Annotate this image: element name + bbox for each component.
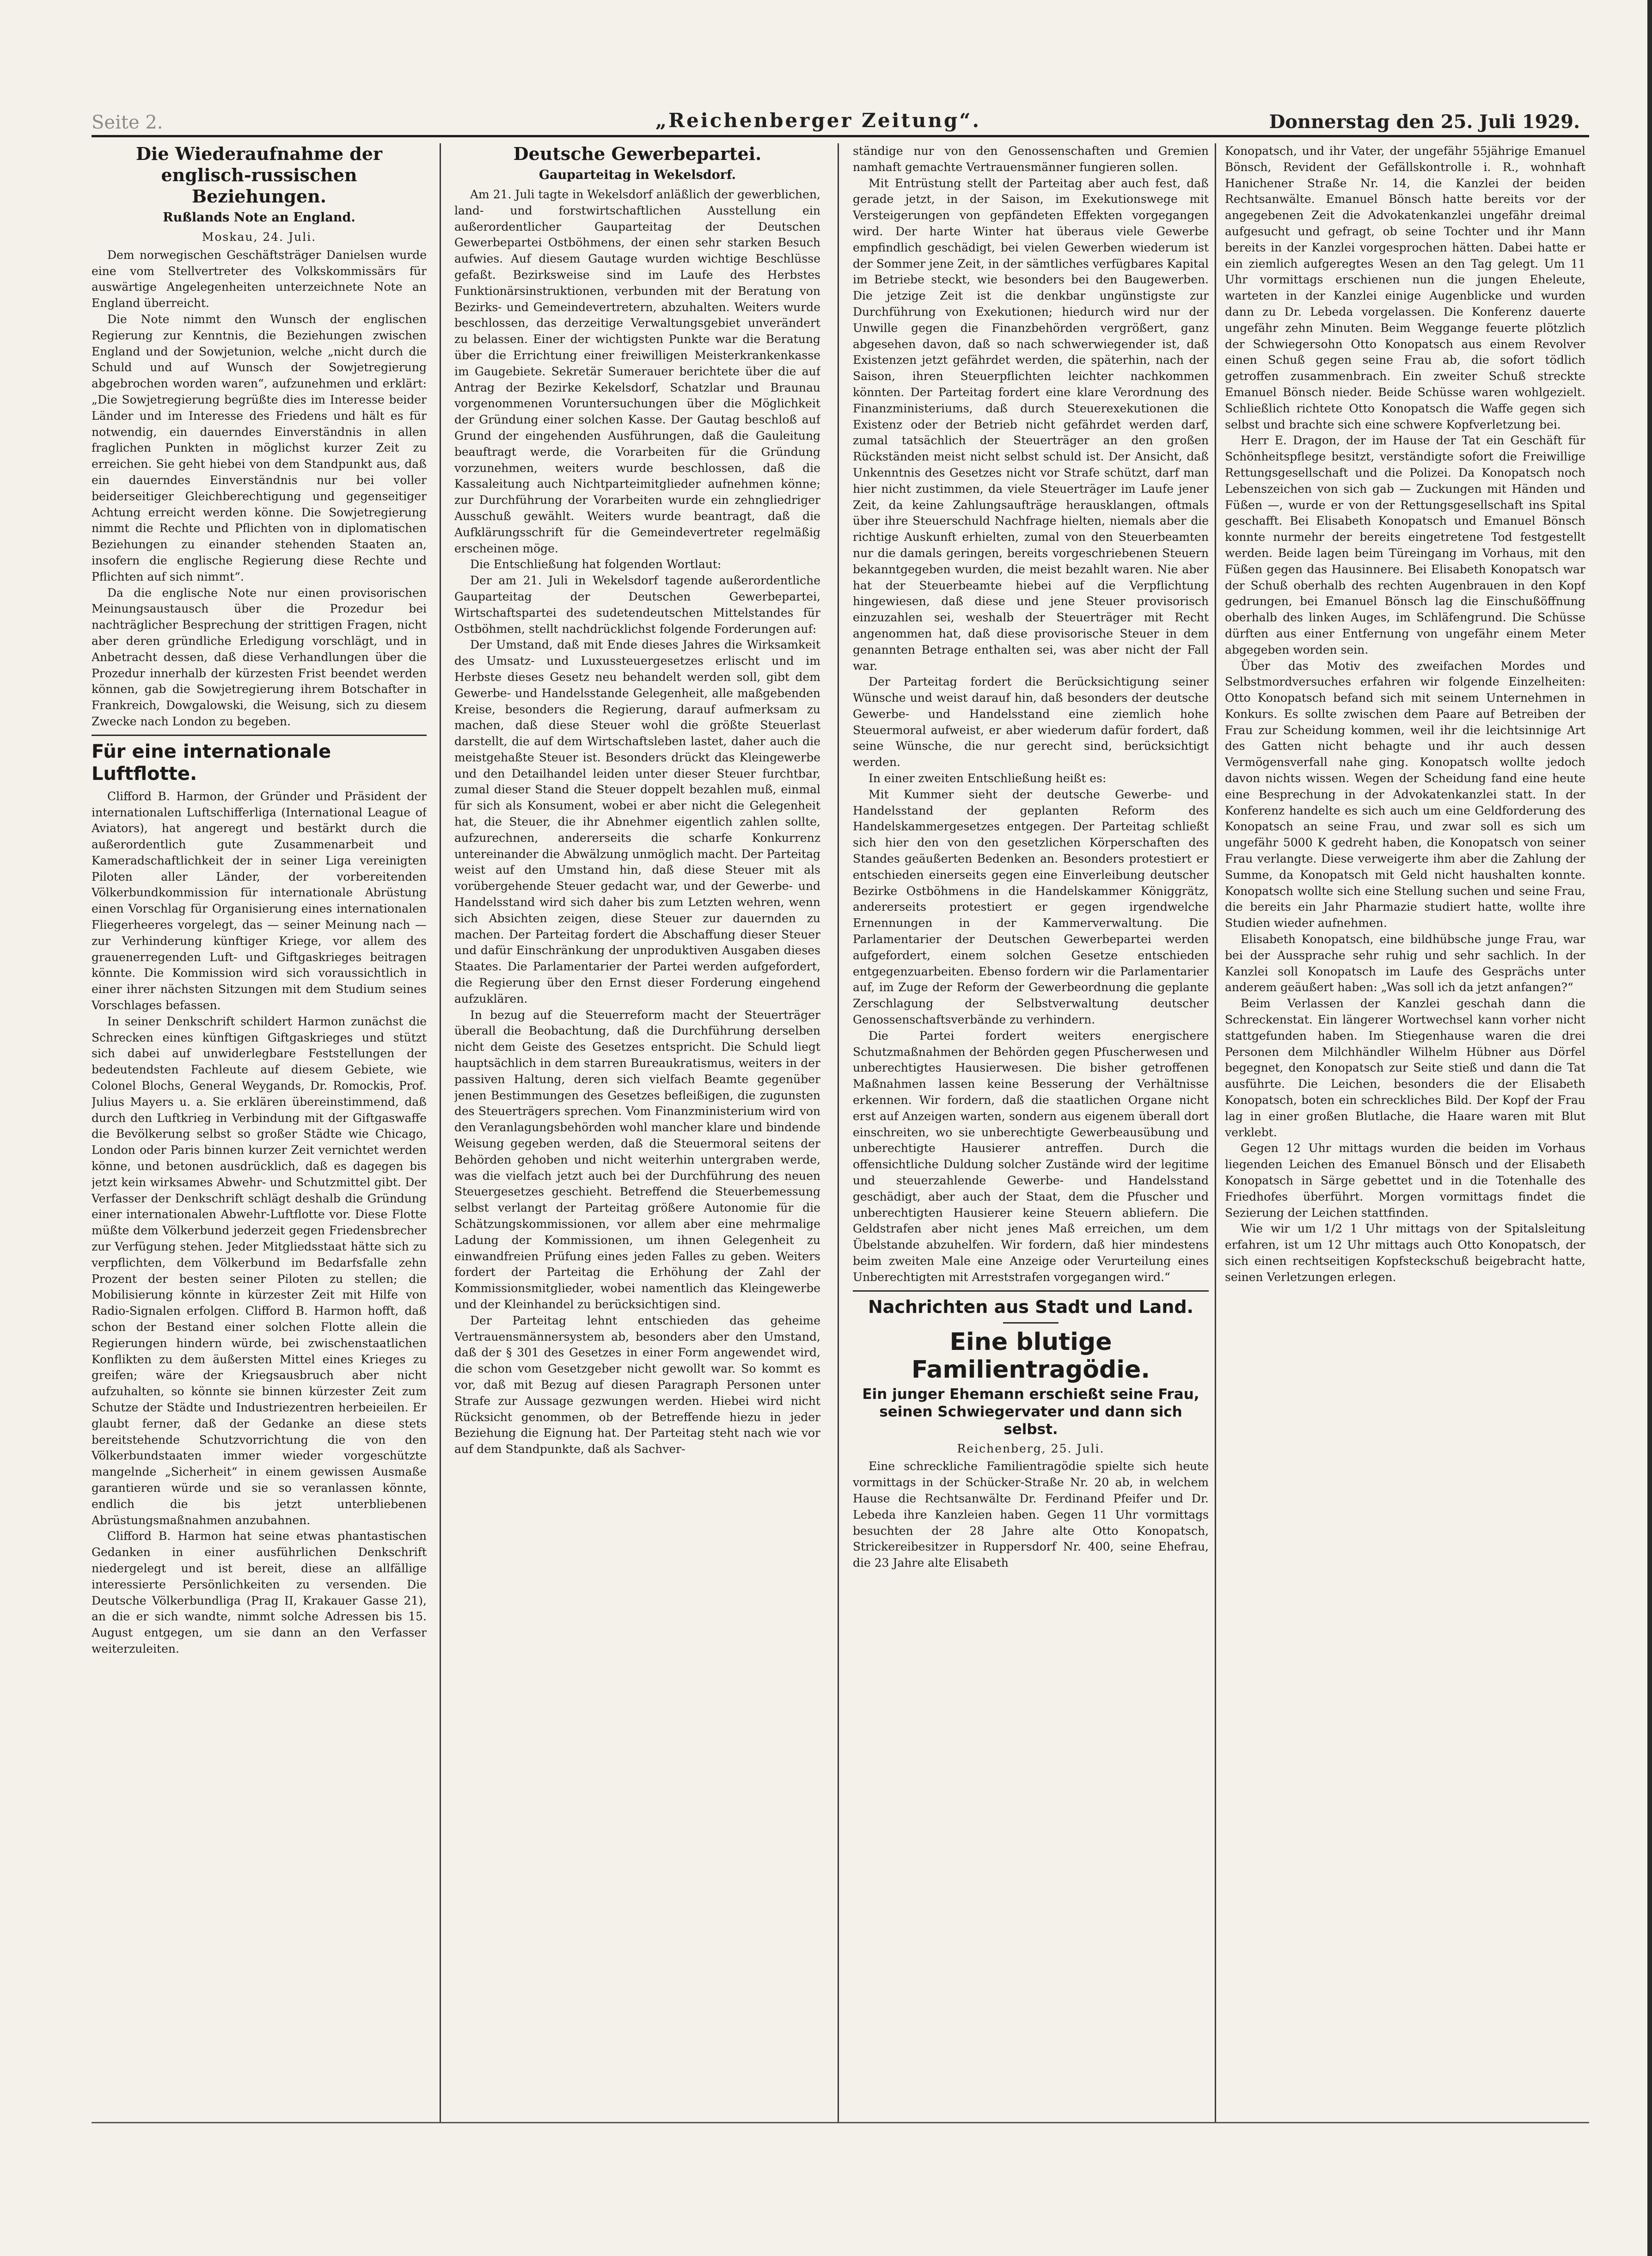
article-paragraph: Der am 21. Juli in Wekelsdorf tagende außerordentliche Gauparteitag der Deutschen Gewerbepartei, Wirtschaftspartei des sudetendeutschen Mittelstandes für Ostböhmen, stellt nachdrücklichst folgende Forderungen auf: bbox=[454, 574, 820, 636]
footer-rule bbox=[92, 2122, 1589, 2123]
article-separator bbox=[92, 735, 427, 736]
article-paragraph: In bezug auf die Steuerreform macht der Steuerträger überall die Beobachtung, daß die Durchführung derselben nicht dem Geiste des Gesetzes entspricht. Die Schuld liegt hauptsächlich in dem starren Bureaukratismus, weiters in der passiven Haltung, deren sich vielfach Beamte gegenüber jenen Bestimmungen des Gesetzes befleißigen, die zugunsten des Steuerträgers sprechen. Vom Finanzministerium wird von den Veranlagungsbehörden wohl mancher klare und bindende Weisung gegeben werden, daß die Steuermoral seitens der Behörden gehoben und nicht weiterhin untergraben werde, was die vielfach jetzt auch bei der Durchführung des neuen Steuergesetzes geschieht. Betreffend die Steuerbemessung selbst verlangt der Parteitag größere Autonomie für die Schätzungskommissionen, vor allem aber eine mehrmalige Ladung der Kommissionen, um ihnen Gelegenheit zu einwandfreien Prüfung eines jeden Falles zu geben. Weiters fordert der Parteitag die Erhöhung der Zahl der Kommissionsmitglieder, wobei namentlich das Kleingewerbe und der Kleinhandel zu berücksichtigen sind. bbox=[454, 1008, 820, 1311]
column-1 bbox=[92, 143, 427, 2122]
issue-date: Donnerstag den 25. Juli 1929. bbox=[1269, 111, 1580, 133]
section-separator bbox=[853, 1290, 1209, 1292]
column-4 bbox=[1225, 143, 1585, 2122]
article-paragraph: Konopatsch, und ihr Vater, der ungefähr 55jährige Emanuel Bönsch, Revident der Gefällskontrolle i. R., wohnhaft Hanichener Straße Nr. 14, die Kanzlei der beiden Rechtsanwälte. Emanuel Bönsch hatte bereits vor der angegebenen Zeit die Advokatenkanzlei ungefähr dreimal aufgesucht und gefragt, ob seine Tochter und ihr Mann bereits in der Kanzlei vorgesprochen hätten. Dabei hatte er ein ziemlich aufgeregtes Wesen an den Tag gelegt. Um 11 Uhr vormittags erschienen nun die jungen Eheleute, warteten in der Kanzlei einige Augenblicke und wurden dann zu Dr. Lebeda vorgelassen. Die Konferenz dauerte ungefähr zehn Minuten. Beim Weggange feuerte plötzlich der Schwiegersohn Otto Konopatsch aus einem Revolver einen Schuß gegen seine Frau ab, die sofort tödlich getroffen zusammenbrach. Ein zweiter Schuß streckte Emanuel Bönsch nieder. Beide Schüsse waren wohlgezielt. Schließlich richtete Otto Konopatsch die Waffe gegen sich selbst und brachte sich eine schwere Kopfverletzung bei. bbox=[1225, 144, 1585, 431]
article-dateline: Moskau, 24. Juli. bbox=[202, 230, 317, 244]
article-paragraph: Herr E. Dragon, der im Hause der Tat ein Geschäft für Schönheitspflege besitzt, verständigte sofort die Freiwillige Rettungsgesellschaft und die Polizei. Da Konopatsch noch Lebenszeichen von sich gab — Zuckungen mit Händen und Füßen —, wurde er von der Rettungsgesellschaft ins Spital geschafft. Bei Elisabeth Konopatsch und Emanuel Bönsch konnte nurmehr der bereits eingetretene Tod festgestellt werden. Beide lagen beim Türeingang im Vorhaus, mit den Füßen gegen das Hausinnere. Bei Elisabeth Konopatsch war der Schuß oberhalb des rechten Augenbrauen in den Kopf gedrungen, bei Emanuel Bönsch lag die Einschußöffnung oberhalb des linken Auges, im Schläfengrund. Die Schüsse dürften aus einer Entfernung von ungefähr einem Meter abgegeben worden sein. bbox=[1225, 434, 1585, 656]
article-paragraph: Dem norwegischen Geschäftsträger Danielsen wurde eine vom Stellvertreter des Volkskommissärs für auswärtige Angelegenheiten unterzeichnete Note an England überreicht. bbox=[92, 248, 427, 310]
header-rule bbox=[92, 135, 1589, 137]
article-paragraph: Mit Kummer sieht der deutsche Gewerbe- und Handelsstand der geplanten Reform des Handelskammergesetzes entgegen. Der Parteitag schließt sich hier den von den gesetzlichen Körperschaften des Standes geäußerten Bedenken an. Besonders protestiert er entschieden einerseits gegen eine Einverleibung deutscher Bezirke Ostböhmens in die Handelskammer Königgrätz, andererseits protestiert er gegen irgendwelche Ernennungen in der Kammerverwaltung. Die Parlamentarier der Deutschen Gewerbepartei werden aufgefordert, einem solchen Gesetze entschieden entgegenzuarbeiten. Ebenso fordern wir die Parlamentarier auf, im Zuge der Reform der Gewerbeordnung die geplante Zerschlagung der Selbstverwaltung deutscher Genossenschaftsverbände zu verhindern. bbox=[853, 787, 1209, 1027]
article-paragraph: Wie wir um 1/2 1 Uhr mittags von der Spitalsleitung erfahren, ist um 12 Uhr mittags auch Otto Konopatsch, der sich einen rechtseitigen Kopfsteckschuß beigebracht hatte, seinen Verletzungen erlegen. bbox=[1225, 1222, 1585, 1284]
article-subtitle: Rußlands Note an England. bbox=[163, 210, 355, 225]
section-separator bbox=[1003, 1322, 1059, 1324]
article-title: Für eine internationale Luftflotte. bbox=[92, 741, 331, 785]
article-paragraph: Gegen 12 Uhr mittags wurden die beiden im Vorhaus liegenden Leichen des Emanuel Bönsch und der Elisabeth Konopatsch in Särge gebettet und in die Totenhalle des Friedhofes überführt. Morgen vormittags findet die Sezierung der Leichen stattfinden. bbox=[1225, 1141, 1585, 1220]
page-header bbox=[92, 109, 1580, 137]
article-paragraph: Die Entschließung hat folgenden Wortlaut: bbox=[470, 558, 722, 571]
article-dateline: Reichenberg, 25. Juli. bbox=[957, 1441, 1105, 1455]
column-divider bbox=[1215, 143, 1216, 2122]
column-3 bbox=[853, 143, 1209, 2122]
article-paragraph: Beim Verlassen der Kanzlei geschah dann die Schreckenstat. Ein längerer Wortwechsel kann vorher nicht stattgefunden haben. Im Stiegenhause waren die drei Personen dem Milchhändler Wilhelm Hübner aus Dörfel begegnet, den Konopatsch zur Seite stieß und dann die Tat ausführte. Die Leichen, besonders die der Elisabeth Konopatsch, boten ein schreckliches Bild. Der Kopf der Frau lag in einer großen Blutlache, die Haare waren mit Blut verklebt. bbox=[1225, 997, 1585, 1139]
article-paragraph: Der Parteitag lehnt entschieden das geheime Vertrauensmännersystem ab, besonders aber den Umstand, daß der § 301 des Gesetzes in einer Form angewendet wird, die schon vom Gesetzgeber nicht gewollt war. So kommt es vor, daß mit Bezug auf diesen Paragraph Personen unter Strafe zur Aussage gezwungen werden. Hiebei wird nicht Rücksicht genommen, ob der Betreffende hiezu in jeder Beziehung die Eignung hat. Der Parteitag steht nach wie vor auf dem Standpunkte, daß als Sachver- bbox=[454, 1313, 820, 1456]
column-divider bbox=[838, 143, 839, 2122]
article-paragraph: Die Note nimmt den Wunsch der englischen Regierung zur Kenntnis, die Beziehungen zwischen England und der Sowjetunion, welche „nicht durch die Schuld und auf Wunsch der Sowjetregierung abgebrochen worden waren“, aufzunehmen und erklärt: „Die Sowjetregierung begrüßte dies im Interesse beider Länder und im Interesse des Friedens und hält es für notwendig, ein dauerndes Einverständnis in allen fraglichen Punkten in möglichst kurzer Zeit zu erreichen. Sie geht hiebei von dem Standpunkt aus, daß ein dauerndes Einverständnis nur bei voller beiderseitiger Gleichberechtigung und gegenseitiger Achtung erreicht werden könne. Die Sowjetregierung nimmt die Rechte und Pflichten von in diplomatischen Beziehungen zu einander stehenden Staaten an, insofern die englische Regierung diese Rechte und Pflichten auf sich nimmt“. bbox=[92, 312, 427, 583]
article-paragraph: In einer zweiten Entschließung heißt es: bbox=[869, 772, 1107, 785]
article-paragraph: Mit Entrüstung stellt der Parteitag aber auch fest, daß gerade jetzt, in der Saison, im Exekutionswege mit Versteigerungen von gepfändeten Effekten vorgegangen wird. Der harte Winter hat überaus viele Gewerbe empfindlich geschädigt, bei vielen Gewerben wiederum ist der Sommer jene Zeit, in der sämtliches verfügbares Kapital im Betriebe steckt, wie besonders bei den Baugewerben. Die jetzige Zeit ist die denkbar ungünstigste zur Durchführung von Exekutionen; hiedurch wird nur der Unwille gegen die Finanzbehörden vergrößert, ganz abgesehen davon, daß so nach schwerwiegender ist, daß Existenzen jetzt gefährdet werden, die späterhin, nach der Saison, ihren Steuerpflichten leichter nachkommen könnten. Der Parteitag fordert eine klare Verordnung des Finanzministeriums, daß durch Steuerexekutionen die Existenz oder der Betrieb nicht gefährdet werden darf, zumal tatsächlich der Steuerträger an den großen Rückständen meist nicht selbst schuld ist. Der Ansicht, daß Unkenntnis des Gesetzes nicht vor Strafe schützt, darf man hier nicht zustimmen, da viele Steuerträger im Laufe jener Zeit, da keine Zahlungsaufträge herausklangen, oftmals über ihre Steuerschuld Nachfrage hielten, niemals aber die richtige Auskunft erhielten, zumal von den Steuerbeamten nur die damals geringen, bereits vorgeschriebenen Steuern bekanntgegeben wurden, die meist bezahlt waren. Nie aber hat der Steuerbeamte hiebei auf die Verpflichtung hingewiesen, daß diese und jene Steuer provisorisch einzuzahlen sei, weshalb der Steuerträger mit Recht angenommen hat, daß diese provisorische Steuer in dem genannten Betrage enthalten sei, was aber nicht der Fall war. bbox=[853, 176, 1209, 673]
article-paragraph: Die Partei fordert weiters energischere Schutzmaßnahmen der Behörden gegen Pfuscherwesen und unberechtigtes Hausierwesen. Die bisher getroffenen Maßnahmen lassen keine Besserung der Verhältnisse erkennen. Wir fordern, daß die staatlichen Organe nicht erst auf Anzeigen warten, sondern aus eigenem überall dort einschreiten, wo sie unberechtigte Gewerbeausübung und unberechtigte Hausierer antreffen. Durch die offensichtliche Duldung solcher Zustände wird der legitime und steuerzahlende Gewerbe- und Handelsstand geschädigt, aber auch der Staat, dem die Pfuscher und unberechtigten Hausierer keine Steuern abliefern. Die Geldstrafen aber nicht jenes Maß erreichen, um dem Übelstande abzuhelfen. Wir fordern, daß hier mindestens beim zweiten Male eine Anzeige oder Verurteilung eines Unberechtigten mit Arreststrafen vorgegangen wird.“ bbox=[853, 1029, 1209, 1284]
article-paragraph: In seiner Denkschrift schildert Harmon zunächst die Schrecken eines künftigen Giftgaskrieges und stützt sich dabei auf unwiderlegbare Feststellungen der bedeutendsten Fachleute auf diesem Gebiete, wie Colonel Blochs, General Weygands, Dr. Romockis, Prof. Julius Mayers u. a. Sie erklären übereinstimmend, daß durch den Luftkrieg in Verbindung mit der Giftgaswaffe die Bevölkerung selbst so großer Städte wie Chicago, London oder Paris binnen kurzer Zeit vernichtet werden könne, und betonen ausdrücklich, daß es dagegen bis jetzt kein wirksames Abwehr- und Schutzmittel gibt. Der Verfasser der Denkschrift schlägt deshalb die Gründung einer internationalen Abwehr-Luftflotte vor. Diese Flotte müßte dem Völkerbund jederzeit gegen Friedensbrecher zur Verfügung stehen. Jeder Mitgliedsstaat hätte sich zu verpflichten, dem Völkerbund im Bedarfsfalle zehn Prozent der besten seiner Piloten zu stellen; die Mobilisierung könnte in kürzester Zeit mit Hilfe von Radio-Signalen erfolgen. Clifford B. Harmon hofft, daß schon der Bestand einer solchen Flotte allein die Regierungen hindern würde, bei zwischenstaatlichen Konflikten zu dem äußersten Mittel eines Krieges zu greifen; wäre der Kriegsausbruch aber nicht aufzuhalten, so könnte sie binnen kürzester Zeit zum Schutze der Städte und Industriezentren herbeieilen. Er glaubt ferner, daß der Gedanke an diese stets bereitstehende Schutzvorrichtung die von den Völkerbundstaaten immer wieder vorgeschützte mangelnde „Sicherheit“ in einem gewissen Ausmaße garantieren würde und sie so veranlassen könnte, endlich die bis jetzt unterbliebenen Abrüstungsmaßnahmen anzubahnen. bbox=[92, 1014, 427, 1527]
column-divider bbox=[440, 143, 441, 2122]
section-title: Nachrichten aus Stadt und Land. bbox=[868, 1296, 1193, 1317]
article-paragraph: Clifford B. Harmon, der Gründer und Präsident der internationalen Luftschifferliga (International League of Aviators), hat angeregt und bestärkt durch die außerordentlich gute Zusammenarbeit und Kameradschaftlichkeit der in seiner Liga vereinigten Piloten aller Länder, der vorbereitenden Völkerbundkommission für internationale Abrüstung einen Vorschlag für Organisierung eines internationalen Fliegerheeres vorgelegt, das — seiner Meinung nach — zur Verhinderung künftiger Kriege, vor allem des grauenerregenden Luft- und Giftgaskrieges beitragen könnte. Die Kommission wird sich voraussichtlich in einer ihrer nächsten Sitzungen mit dem Studium seines Vorschlages befassen. bbox=[92, 789, 427, 1012]
article-deck: Ein junger Ehemann erschießt seine Frau, seinen Schwiegervater und dann sich selbst. bbox=[862, 1385, 1199, 1438]
article-title: Deutsche Gewerbepartei. bbox=[513, 143, 762, 164]
article-paragraph: Über das Motiv des zweifachen Mordes und Selbstmordversuches erfahren wir folgende Einzelheiten: Otto Konopatsch befand sich mit seinem Unternehmen in Konkurs. Es sollte zwischen dem Paare auf Betreiben der Frau zur Scheidung kommen, weil ihr die leichtsinnige Art des Gatten nicht behagte und ihr auch dessen Vermögensverfall nahe ging. Konopatsch wollte jedoch davon nichts wissen. Wegen der Scheidung fand eine heute eine Besprechung in der Advokatenkanzlei statt. In der Konferenz handelte es sich auch um eine Geldforderung des Konopatsch an seine Frau, und zwar soll es sich um ungefähr 5000 K gedreht haben, die Konopatsch von seiner Frau verlangte. Diese verweigerte ihm aber die Zahlung der Summe, da Konopatsch mit Geld nicht haushalten konnte. Konopatsch wollte sich eine Stellung suchen und seine Frau, die bereits ein Jahr Pharmazie studiert hatte, wollte ihre Studien wieder aufnehmen. bbox=[1225, 659, 1585, 930]
article-paragraph: Der Parteitag fordert die Berücksichtigung seiner Wünsche und weist darauf hin, daß besonders der deutsche Gewerbe- und Handelsstand eine ziemlich hohe Steuermoral aufweist, er aber wiederum dafür fordert, daß seine Wünsche, die nur gerecht sind, berücksichtigt werden. bbox=[853, 675, 1209, 769]
article-paragraph: Am 21. Juli tagte in Wekelsdorf anläßlich der gewerblichen, land- und forstwirtschaftlichen Ausstellung ein außerordentlicher Gauparteitag der Deutschen Gewerbepartei Ostböhmens, der einen sehr starken Besuch aufwies. Auf diesem Gautage wurden wichtige Beschlüsse gefaßt. Bezirksweise sind im Laufe des Herbstes Funktionärsinstruktionen, verbunden mit der Beratung von Bezirks- und Gemeindevertretern, abzuhalten. Weiters wurde beschlossen, das derzeitige Verwaltungsgebiet unverändert zu belassen. Einer der wichtigsten Punkte war die Beratung über die Errichtung einer freiwilligen Meisterkrankenkasse im Gaugebiete. Sekretär Sumerauer berichtete über die auf Antrag der Bezirke Kekelsdorf, Schatzlar und Braunau vorgenommenen Voruntersuchungen über die Möglichkeit der Gründung einer solchen Kasse. Der Gautag beschloß auf Grund der eingehenden Ausführungen, daß die Gauleitung beauftragt werde, die Vorarbeiten für die Gründung vorzunehmen, weiters wurde beschlossen, daß die Kassaleitung auch Nichtparteimitglieder aufnehmen könne; zur Durchführung der Vorarbeiten wurde ein zehngliedriger Ausschuß gewählt. Weiters wurde beantragt, daß die Aufklärungsschrift für die Gemeindevertreter regelmäßig erscheinen möge. bbox=[454, 188, 820, 555]
newspaper-name: „Reichenberger Zeitung“. bbox=[655, 109, 981, 132]
article-subtitle: Gauparteitag in Wekelsdorf. bbox=[538, 168, 736, 182]
article-paragraph: Eine schreckliche Familientragödie spielte sich heute vormittags in der Schücker-Straße Nr. 20 ab, in welchem Hause die Rechtsanwälte Dr. Ferdinand Pfeifer und Dr. Lebeda ihre Kanzleien haben. Gegen 11 Uhr vormittags besuchten der 28 Jahre alte Otto Konopatsch, Strickereibesitzer in Ruppersdorf Nr. 400, seine Ehefrau, die 23 Jahre alte Elisabeth bbox=[853, 1459, 1209, 1570]
article-paragraph: Clifford B. Harmon hat seine etwas phantastischen Gedanken in einer ausführlichen Denkschrift niedergelegt und ist bereit, diese an allfällige interessierte Persönlichkeiten zu versenden. Die Deutsche Völkerbundliga (Prag II, Krakauer Gasse 21), an die er sich wandte, nimmt solche Adressen bis 15. August entgegen, um sie dann an den Verfasser weiterzuleiten. bbox=[92, 1529, 427, 1655]
page-edge bbox=[1647, 0, 1652, 2256]
article-title: Die Wiederaufnahme der englisch-russischen Beziehungen. bbox=[135, 143, 383, 207]
article-paragraph: Der Umstand, daß mit Ende dieses Jahres die Wirksamkeit des Umsatz- und Luxussteuergesetzes erlischt und im Herbste dieses Gesetz neu behandelt werden soll, gibt dem Gewerbe- und Handelsstande Gelegenheit, alle maßgebenden Kreise, besonders die Regierung, darauf aufmerksam zu machen, daß diese Steuer wohl die größte Steuerlast darstellt, die auf dem Wirtschaftsleben lastet, daher auch die meistgehaßte Steuer ist. Besonders drückt das Kleingewerbe und den Detailhandel leiden unter dieser Steuer furchtbar, zumal dieser Stand die Steuer doppelt bezahlen muß, einmal für sich als Konsument, wobei er aber nicht die Gelegenheit hat, die Steuer, die ihr Abnehmer eigentlich zahlen sollte, aufzurechnen, andererseits die scharfe Konkurrenz untereinander die Abwälzung unmöglich macht. Der Parteitag weist auf den Umstand hin, daß diese Steuer mit als vorübergehende Steuer gedacht war, und der Gewerbe- und Handelsstand wird sich daher bis zum Letzten wehren, wenn sich Absichten zeigen, diese Steuer zur dauernden zu machen. Der Parteitag fordert die Abschaffung dieser Steuer und dafür Einschränkung der unproduktiven Ausgaben dieses Staates. Die Parlamentarier der Partei werden aufgefordert, die Regierung über den Ernst dieser Forderung eingehend aufzuklären. bbox=[454, 638, 820, 1005]
page-number: Seite 2. bbox=[92, 112, 163, 133]
article-paragraph: Da die englische Note nur einen provisorischen Meinungsaustausch über die Prozedur bei nachträglicher Besprechung der strittigen Fragen, nicht aber deren gründliche Erledigung vorschlägt, und in Anbetracht dessen, daß diese Verhandlungen über die Prozedur innerhalb der kürzesten Frist beendet werden können, gab die Sowjetregierung ihrem Botschafter in Frankreich, Dowgalowski, die Weisung, sich zu diesem Zwecke nach London zu begeben. bbox=[92, 586, 427, 728]
article-title: Eine blutige Familientragödie. bbox=[911, 1328, 1150, 1384]
column-2 bbox=[454, 143, 820, 2122]
article-paragraph: ständige nur von den Genossenschaften und Gremien namhaft gemachte Vertrauensmänner fungieren sollen. bbox=[853, 144, 1209, 174]
article-paragraph: Elisabeth Konopatsch, eine bildhübsche junge Frau, war bei der Aussprache sehr ruhig und sehr sachlich. In der Kanzlei soll Konopatsch im Laufe des Gesprächs unter anderem geäußert haben: „Was soll ich da jetzt anfangen?“ bbox=[1225, 932, 1585, 994]
